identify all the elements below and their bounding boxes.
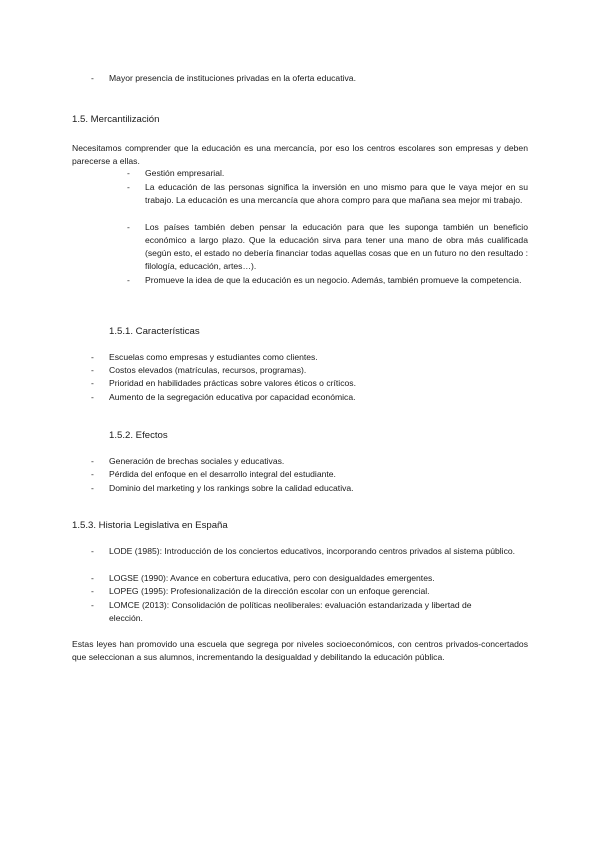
list-item: LOGSE (1990): Avance en cobertura educativa, pero con desigualdades emergentes. xyxy=(109,573,435,583)
section-heading-1-5-3: 1.5.3. Historia Legislativa en España xyxy=(72,520,228,531)
list-item: Dominio del marketing y los rankings sobre la calidad educativa. xyxy=(109,483,354,493)
bullet-marker: - xyxy=(91,352,94,362)
bullet-marker: - xyxy=(91,573,94,583)
bullet-marker: - xyxy=(91,73,94,83)
section-1-5-intro: Necesitamos comprender que la educación es una mercancía, por eso los centros escolares son empresas y deben parecerse a ellas. xyxy=(72,143,528,166)
list-item: Costos elevados (matrículas, recursos, programas). xyxy=(109,365,307,375)
bullet-marker: - xyxy=(91,586,94,596)
list-item: Los países también deben pensar la educación para que les suponga también un beneficio económico a largo plazo. Que la educación sirva para tener una mano de obra más cualificada (según esto, el estado no debería financiar todas aquellas cosas que en un futuro no den resultado : filología, educación, artes…). xyxy=(145,222,528,271)
list-item: Promueve la idea de que la educación es un negocio. Además, también promueve la competencia. xyxy=(145,275,522,285)
bullet-marker: - xyxy=(127,168,130,178)
bullet-marker: - xyxy=(127,275,130,285)
list-item: LOPEG (1995): Profesionalización de la dirección escolar con un enfoque gerencial. xyxy=(109,586,430,596)
top-bullet-text: Mayor presencia de instituciones privadas en la oferta educativa. xyxy=(109,73,356,83)
list-item: Gestión empresarial. xyxy=(145,168,225,178)
list-item: La educación de las personas significa la inversión en uno mismo para que le vaya mejor en su trabajo. La educación es una mercancía que ahora compro para que mañana sea mejor mi trabajo. xyxy=(145,182,528,205)
bullet-marker: - xyxy=(127,182,130,192)
list-item: Generación de brechas sociales y educativas. xyxy=(109,456,285,466)
section-heading-1-5-2: 1.5.2. Efectos xyxy=(109,430,168,441)
bullet-marker: - xyxy=(91,483,94,493)
list-item: Aumento de la segregación educativa por capacidad económica. xyxy=(109,392,356,402)
bullet-marker: - xyxy=(91,392,94,402)
list-item: Prioridad en habilidades prácticas sobre valores éticos o críticos. xyxy=(109,378,356,388)
bullet-marker: - xyxy=(91,600,94,610)
bullet-marker: - xyxy=(91,378,94,388)
bullet-marker: - xyxy=(91,456,94,466)
section-heading-1-5-1: 1.5.1. Características xyxy=(109,326,200,337)
bullet-marker: - xyxy=(91,469,94,479)
list-item: Escuelas como empresas y estudiantes como clientes. xyxy=(109,352,318,362)
list-item: LODE (1985): Introducción de los conciertos educativos, incorporando centros privados al sistema público. xyxy=(109,546,516,556)
list-item: LOMCE (2013): Consolidación de políticas neoliberales: evaluación estandarizada y libertad de elección. xyxy=(109,600,472,623)
list-item: Pérdida del enfoque en el desarrollo integral del estudiante. xyxy=(109,469,336,479)
bullet-marker: - xyxy=(91,365,94,375)
section-1-5-3-conclusion: Estas leyes han promovido una escuela que segrega por niveles socioeconómicos, con centros privados-concertados que seleccionan a sus alumnos, incrementando la desigualdad y debilitando la educación pública. xyxy=(72,639,528,662)
bullet-marker: - xyxy=(91,546,94,556)
bullet-marker: - xyxy=(127,222,130,232)
section-heading-1-5: 1.5. Mercantilización xyxy=(72,114,160,125)
